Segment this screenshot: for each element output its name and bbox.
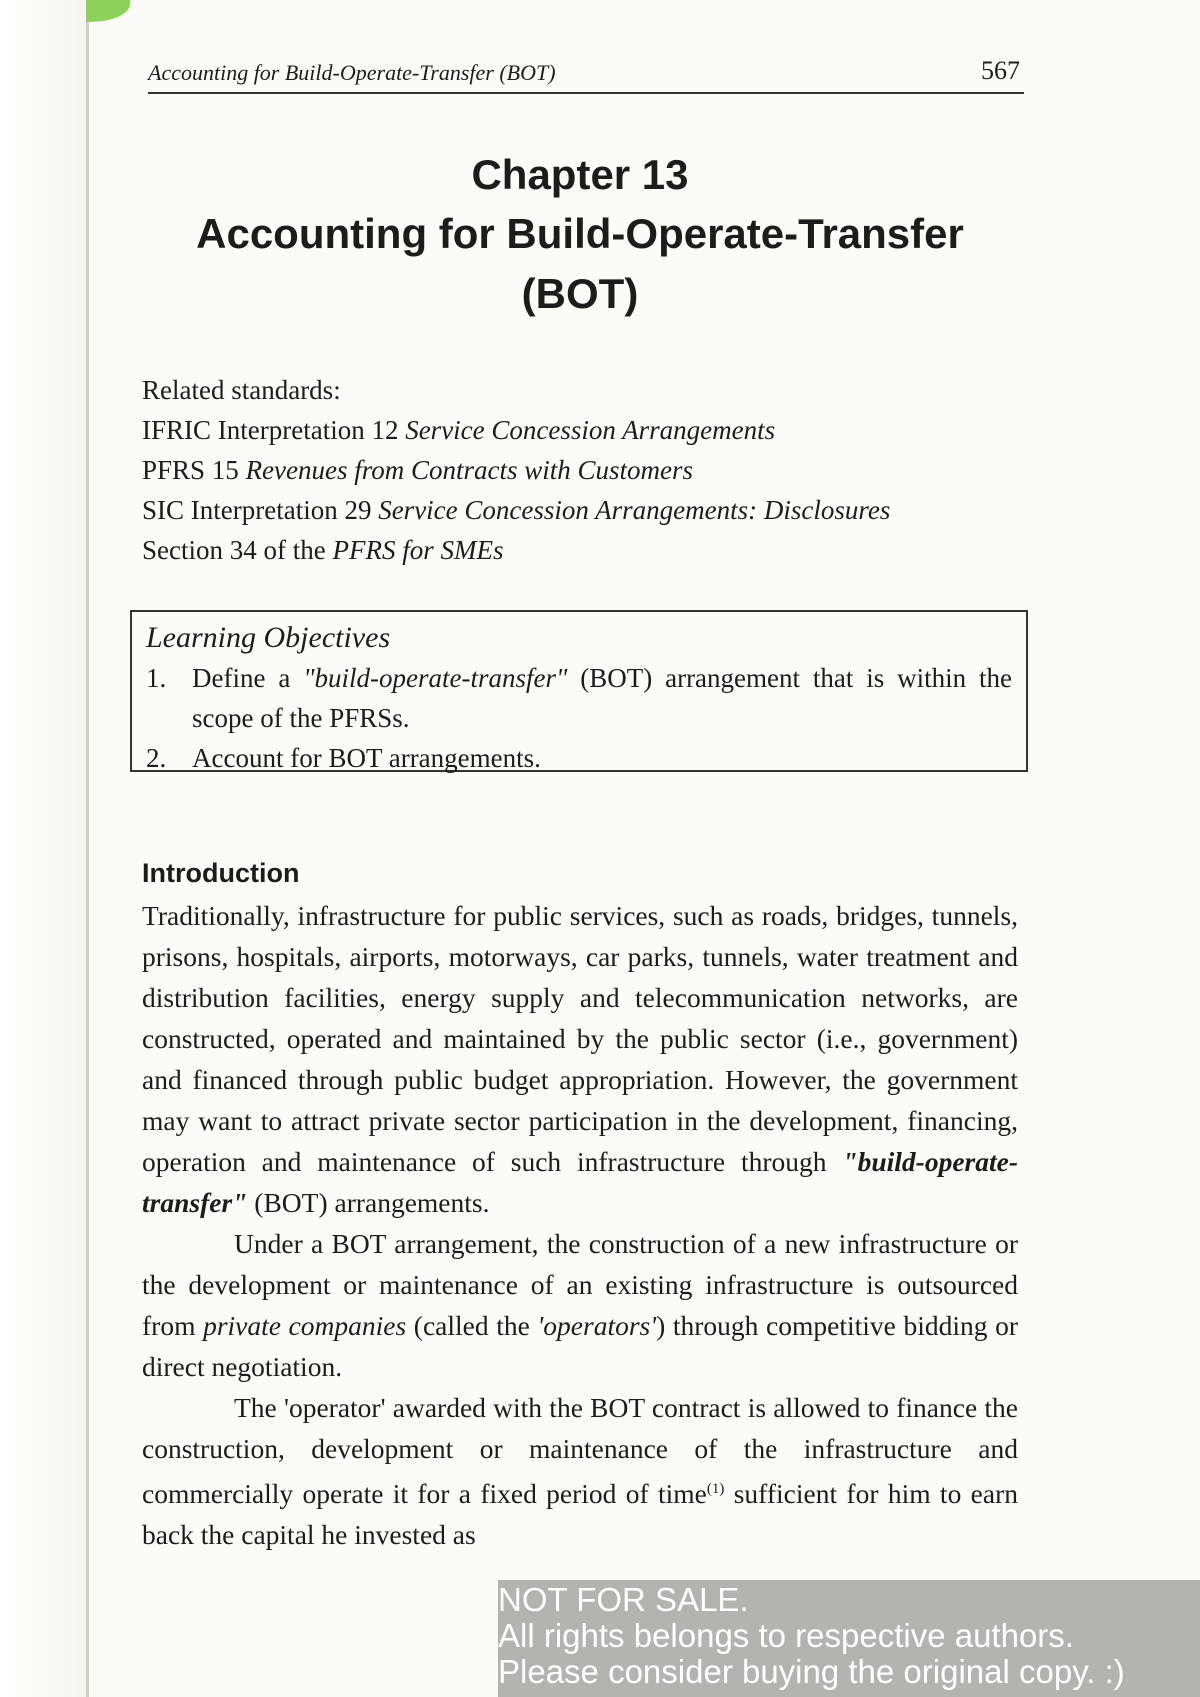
objective-item: 2. Account for BOT arrangements. <box>146 743 541 773</box>
paragraph: The 'operator' awarded with the BOT contract is allowed to finance the construction, development or maintenance of the infrastructure and commercially operate it for a fixed period of time$^{(1)}$ sufficient for him to earn back the capital he invested as <box>142 1392 1018 1551</box>
standard-item: IFRIC Interpretation 12 Service Concession Arrangements <box>142 415 776 445</box>
standards-heading: Related standards: <box>142 375 341 405</box>
objectives-heading: Learning Objectives <box>146 621 391 654</box>
watermark-line: Please consider buying the original copy. :) <box>498 1654 1125 1690</box>
objective-item: 1. Define a "build-operate-transfer" (BOT) arrangement that is within the scope of the PFRSs. <box>146 663 1012 733</box>
standard-item: Section 34 of the PFRS for SMEs <box>142 535 504 565</box>
standard-item: SIC Interpretation 29 Service Concession Arrangements: Disclosures <box>142 495 891 525</box>
introduction-body <box>142 895 1018 1555</box>
page-binding-shadow <box>0 0 86 1697</box>
page-corner-tab <box>86 0 130 22</box>
learning-objectives-box <box>130 610 1028 772</box>
section-heading-introduction: Introduction <box>142 858 300 888</box>
chapter-title-line-1: Accounting for Build-Operate-Transfer <box>196 210 964 257</box>
chapter-label: Chapter 13 <box>471 151 689 198</box>
running-head <box>148 52 1024 94</box>
watermark-line: All rights belongs to respective authors. <box>498 1618 1074 1654</box>
running-title: Accounting for Build-Operate-Transfer (BOT) <box>148 60 556 85</box>
page-number: 567 <box>981 56 1020 85</box>
paragraph: Under a BOT arrangement, the construction of a new infrastructure or the development or maintenance of an existing infrastructure is outsourced from private companies (called the 'operators') through competitive bidding or direct negotiation. <box>142 1228 1018 1382</box>
watermark-overlay <box>498 1580 1200 1697</box>
page-binding-edge <box>86 0 89 1697</box>
standard-item: PFRS 15 Revenues from Contracts with Customers <box>142 455 694 485</box>
paragraph: Traditionally, infrastructure for public services, such as roads, bridges, tunnels, prisons, hospitals, airports, motorways, car parks, tunnels, water treatment and distribution facilities, energy supply and telecommunication networks, are constructed, operated and maintained by the public sector (i.e., government) and financed through public budget appropriation. However, the government may want to attract private sector participation in the development, financing, operation and maintenance of such infrastructure through "build-operate-transfer" (BOT) arrangements. <box>142 900 1018 1218</box>
chapter-title-line-2: (BOT) <box>521 270 639 317</box>
chapter-heading <box>120 146 1040 324</box>
watermark-line: NOT FOR SALE. <box>498 1582 749 1618</box>
related-standards <box>142 370 1022 570</box>
